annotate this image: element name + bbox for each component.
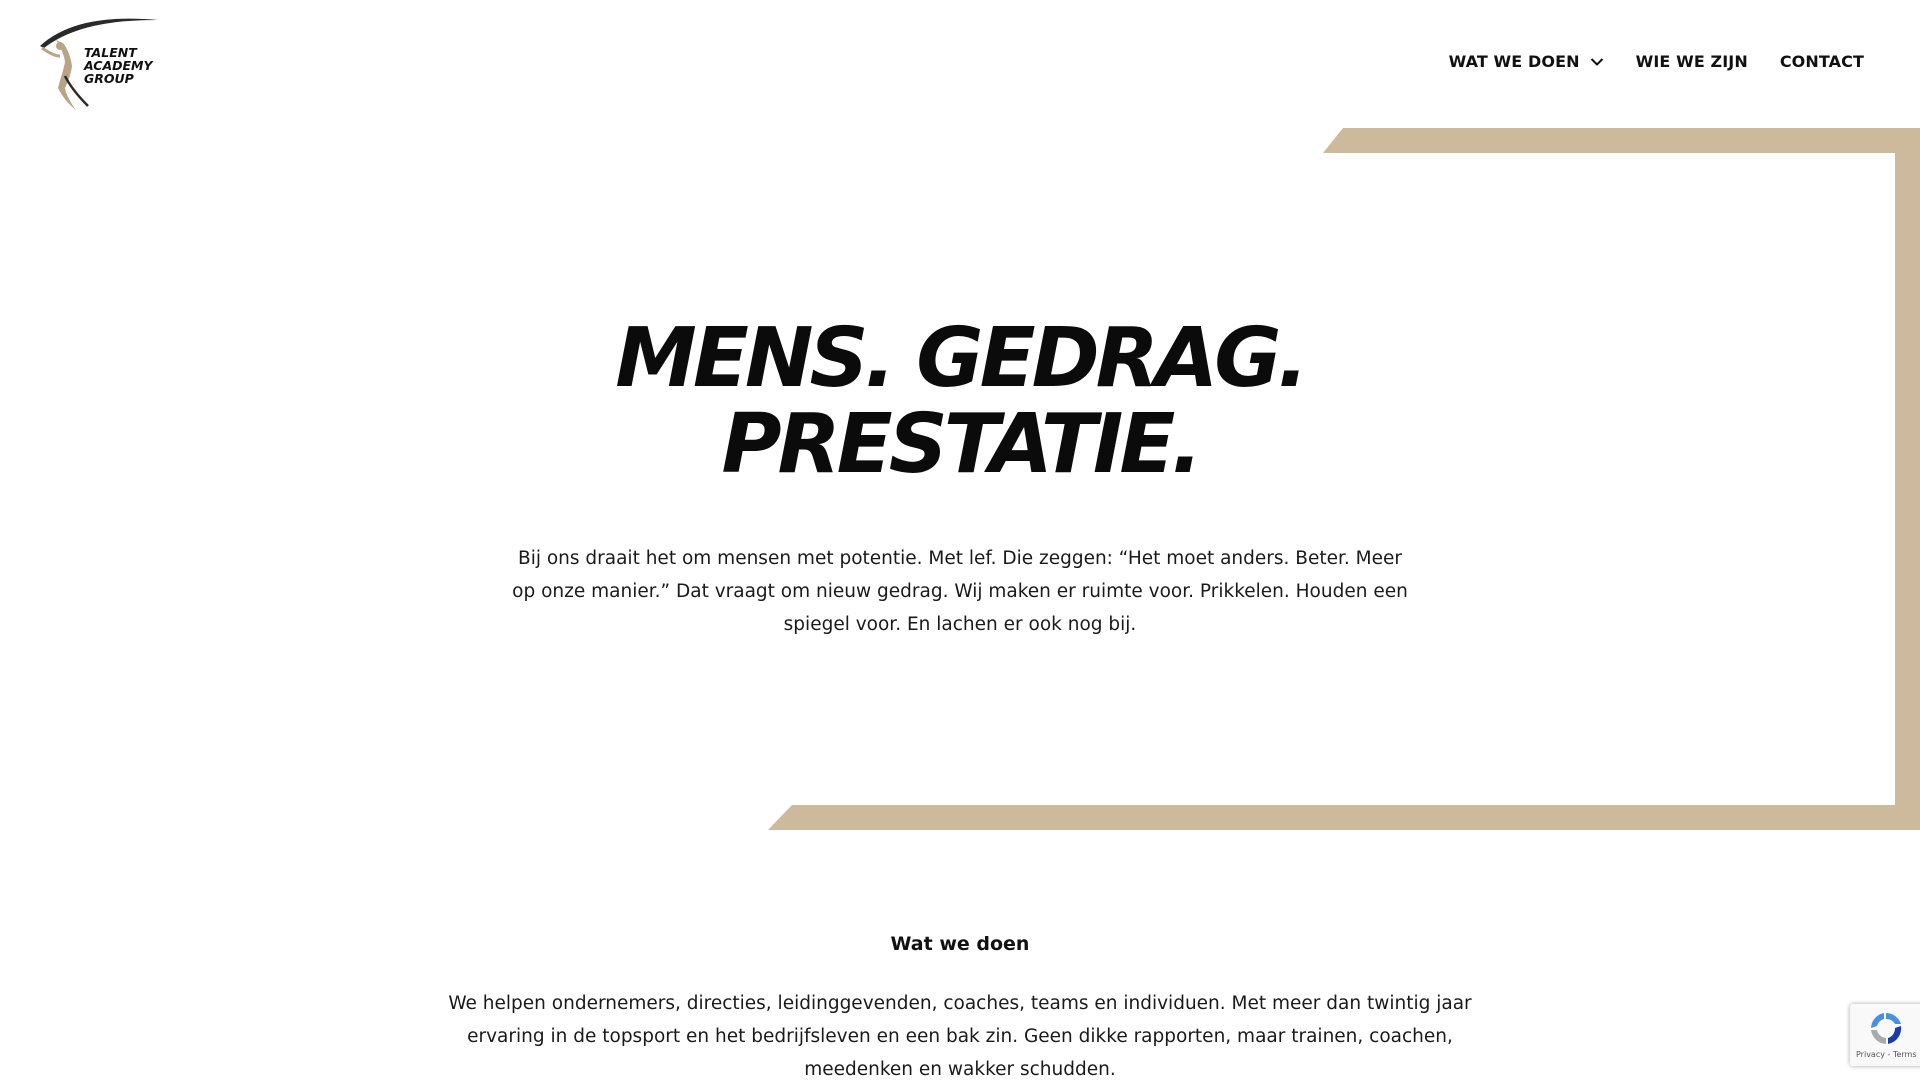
nav-item-contact[interactable] — [1780, 52, 1864, 71]
logo-line: ACADEMY — [84, 58, 153, 73]
hero-title — [0, 311, 1920, 492]
logo-line: GROUP — [84, 71, 134, 86]
chevron-down-icon — [1590, 57, 1604, 67]
nav-item-label: CONTACT — [1779, 52, 1864, 71]
nav-item-label: WIE WE ZIJN — [1635, 52, 1748, 71]
site-logo[interactable] — [38, 16, 160, 112]
site-header — [0, 0, 1920, 128]
nav-item-wat-we-doen[interactable] — [1449, 52, 1604, 71]
logo-wordmark — [84, 46, 153, 85]
hero-title-line: PRESTATIE. — [721, 397, 1199, 492]
recaptcha-badge[interactable] — [1850, 1004, 1920, 1066]
nav-item-wie-we-zijn[interactable] — [1636, 52, 1748, 71]
section-title: Wat we doen — [890, 933, 1030, 955]
main-nav — [1449, 52, 1864, 71]
hero-title-line: MENS. GEDRAG. — [615, 311, 1305, 406]
recaptcha-links[interactable]: Privacy - Terms — [1856, 1050, 1917, 1059]
hero-text: Bij ons draait het om mensen met potentie. Met lef. Die zeggen: “Het moet anders. Beter. Meer op onze manier.” Dat vraagt om nieuw gedrag. Wij maken er ruimte voor. Prikkelen. Houden een spiegel voor. En lachen er ook nog bij. — [512, 548, 1408, 635]
nav-item-label: WAT WE DOEN — [1448, 52, 1580, 71]
logo-line: TALENT — [84, 45, 137, 60]
recaptcha-icon — [1866, 1010, 1906, 1048]
section-text: We helpen ondernemers, directies, leidinggevenden, coaches, teams en individuen. Met meer dan twintig jaar ervaring in de topsport en het bedrijfsleven en een bak zin. Geen dikke rapporten, maar trainen, coachen, meedenken en wakker schudden. — [448, 993, 1472, 1080]
